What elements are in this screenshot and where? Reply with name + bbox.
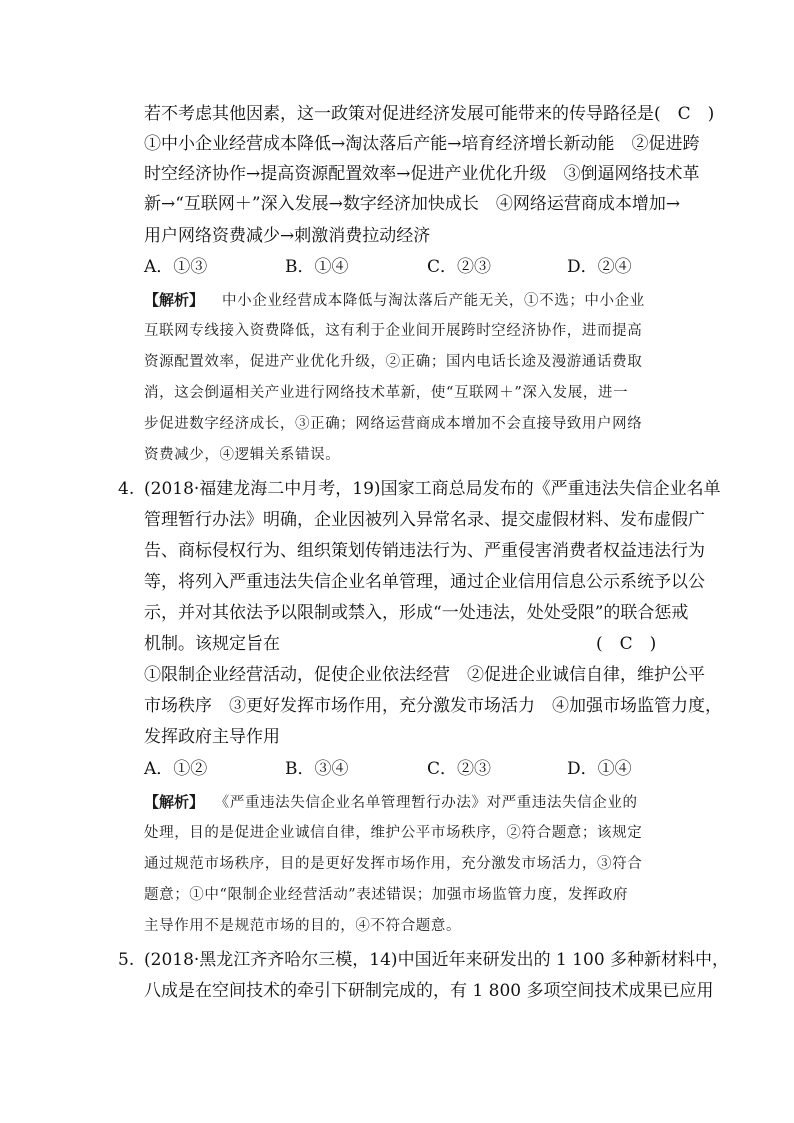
q4-stem-line-5: 示，并对其依法予以限制或禁入，形成“一处违法，处处受限”的联合惩戒: [144, 603, 689, 623]
q3-option-a: A．①③: [144, 257, 208, 277]
q3-analysis-text-1: 中小企业经营成本降低与淘汰落后产能无关，①不选；中小企业: [222, 293, 645, 309]
q3-option-d: D．②④: [567, 257, 632, 277]
q4-analysis-line-1: [144, 792, 638, 813]
q4-option-d: D．①④: [567, 759, 632, 779]
q4-analysis-line-2: 处理，目的是促进企业诚信自律，维护公平市场秩序，②符合题意；该规定: [144, 825, 643, 841]
q3-stem-line-4: 新→“互联网＋”深入发展→数字经济加快成长 ④网络运营商成本增加→: [144, 194, 681, 214]
q3-analysis-line-4: 消，这会倒逼相关产业进行网络技术革新，使“互联网＋”深入发展，进一: [144, 385, 629, 401]
q5-stem-line-2: 八成是在空间技术的牵引下研制完成的，有 1 800 多项空间技术成果已应用: [144, 981, 714, 1001]
q4-analysis-text-1: 《严重违法失信企业名单管理暂行办法》对严重违法失信企业的: [222, 795, 638, 811]
q3-option-c: C．②③: [427, 257, 492, 277]
q4-choice-line-2: 市场秩序 ③更好发挥市场作用，充分激发市场活力 ④加强市场监管力度，: [144, 696, 722, 716]
q4-stem-line-4: 等，将列入严重违法失信企业名单管理，通过企业信用信息公示系统予以公: [144, 572, 705, 592]
q4-choice-line-3: 发挥政府主导作用: [144, 727, 280, 747]
q3-analysis-line-2: 互联网专线接入资费降低，这有利于企业间开展跨时空经济协作，进而提高: [144, 323, 643, 339]
q4-option-b: B．③④: [285, 759, 349, 779]
q4-stem-line-3: 告、商标侵权行为、组织策划传销违法行为、严重侵害消费者权益违法行为: [144, 541, 705, 561]
q3-stem-line-1: 若不考虑其他因素，这一政策对促进经济发展可能带来的传导路径是( C ): [144, 104, 715, 124]
q4-analysis-line-5: 主导作用不是规范市场的目的，④不符合题意。: [144, 918, 462, 934]
q3-analysis-line-1: [144, 290, 645, 311]
q3-analysis-line-5: 步促进数字经济成长，③正确；网络运营商成本增加不会直接导致用户网络: [144, 416, 643, 432]
q3-stem-line-5: 用户网络资费减少→刺激消费拉动经济: [144, 226, 431, 246]
q3-stem-line-2: ①中小企业经营成本降低→淘汰落后产能→培育经济增长新动能 ②促进跨: [144, 134, 700, 154]
q4-stem-line-6: 机制。该规定旨在: [144, 634, 280, 654]
q4-stem-line-2: 管理暂行办法》明确，企业因被列入异常名录、提交虚假材料、发布虚假广: [144, 510, 705, 530]
q3-analysis-line-6: 资费减少，④逻辑关系错误。: [144, 447, 341, 463]
q3-option-b: B．①④: [285, 257, 349, 277]
q4-answer: ( C ): [596, 634, 657, 654]
q4-option-c: C．②③: [427, 759, 492, 779]
q4-option-a: A．①②: [144, 759, 208, 779]
q4-choice-line-1: ①限制企业经营活动，促使企业依法经营 ②促进企业诚信自律，维护公平: [144, 665, 705, 685]
q4-analysis-line-3: 通过规范市场秩序，目的是更好发挥市场作用，充分激发市场活力，③符合: [144, 856, 643, 872]
q4-stem-line-1: (2018·福建龙海二中月考，19)国家工商总局发布的《严重违法失信企业名单: [144, 479, 721, 499]
q3-analysis-tag: 【解析】: [144, 291, 205, 309]
q4-analysis-tag: 【解析】: [144, 793, 205, 811]
q3-analysis-line-3: 资源配置效率，促进产业优化升级，②正确；国内电话长途及漫游通话费取: [144, 354, 643, 370]
q3-stem-line-3: 时空经济协作→提高资源配置效率→促进产业优化升级 ③倒逼网络技术革: [144, 164, 700, 184]
q4-analysis-line-4: 题意；①中“限制企业经营活动”表述错误；加强市场监管力度，发挥政府: [144, 887, 629, 903]
q5-stem-line-1: (2018·黑龙江齐齐哈尔三模，14)中国近年来研发出的 1 100 多种新材料中，: [144, 950, 730, 970]
q5-number: 5.: [118, 950, 135, 970]
q4-number: 4.: [118, 479, 135, 499]
